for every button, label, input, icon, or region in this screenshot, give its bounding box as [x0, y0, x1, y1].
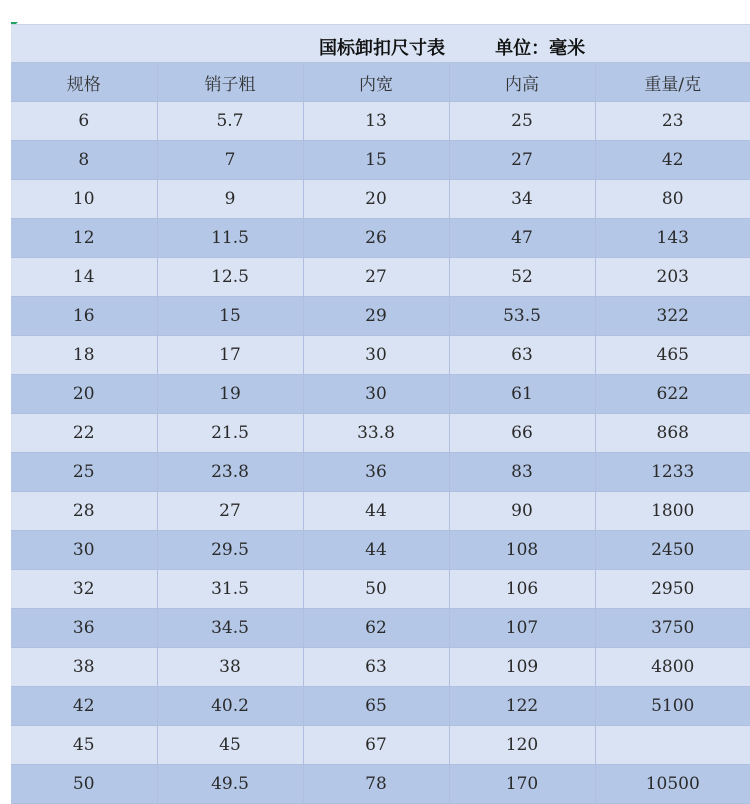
cell-spec[interactable]: 36 — [11, 609, 157, 648]
cell-inner-height[interactable]: 61 — [449, 375, 595, 414]
cell-spec[interactable]: 25 — [11, 453, 157, 492]
table-row — [11, 414, 750, 453]
table-row — [11, 531, 750, 570]
table-row — [11, 687, 750, 726]
table-row — [11, 492, 750, 531]
cell-inner-height[interactable]: 66 — [449, 414, 595, 453]
cell-spec[interactable]: 45 — [11, 726, 157, 765]
cell-weight[interactable]: 2950 — [595, 570, 750, 609]
cell-pin-diameter[interactable]: 40.2 — [157, 687, 303, 726]
cell-spec[interactable]: 14 — [11, 258, 157, 297]
cell-weight[interactable]: 1233 — [595, 453, 750, 492]
cell-inner-height[interactable]: 106 — [449, 570, 595, 609]
cell-pin-diameter[interactable]: 15 — [157, 297, 303, 336]
column-header-weight[interactable]: 重量/克 — [595, 63, 750, 102]
shackle-size-table — [11, 63, 750, 804]
cell-pin-diameter[interactable]: 29.5 — [157, 531, 303, 570]
cell-pin-diameter[interactable]: 17 — [157, 336, 303, 375]
cell-weight[interactable]: 868 — [595, 414, 750, 453]
cell-inner-width[interactable]: 30 — [303, 375, 449, 414]
cell-inner-width[interactable]: 29 — [303, 297, 449, 336]
cell-inner-height[interactable]: 120 — [449, 726, 595, 765]
cell-pin-diameter[interactable]: 19 — [157, 375, 303, 414]
cell-weight[interactable] — [595, 726, 750, 765]
cell-inner-height[interactable]: 27 — [449, 141, 595, 180]
cell-weight[interactable]: 80 — [595, 180, 750, 219]
cell-pin-diameter[interactable]: 9 — [157, 180, 303, 219]
table-row — [11, 765, 750, 804]
header-row — [11, 63, 750, 102]
cell-spec[interactable]: 6 — [11, 102, 157, 141]
cell-spec[interactable]: 28 — [11, 492, 157, 531]
cell-weight[interactable]: 203 — [595, 258, 750, 297]
cell-pin-diameter[interactable]: 34.5 — [157, 609, 303, 648]
cell-spec[interactable]: 10 — [11, 180, 157, 219]
table-row — [11, 336, 750, 375]
table-row — [11, 375, 750, 414]
cell-inner-width[interactable]: 13 — [303, 102, 449, 141]
cell-inner-width[interactable]: 44 — [303, 492, 449, 531]
cell-inner-height[interactable]: 34 — [449, 180, 595, 219]
cell-pin-diameter[interactable]: 12.5 — [157, 258, 303, 297]
cell-spec[interactable]: 20 — [11, 375, 157, 414]
spreadsheet — [11, 24, 750, 804]
cell-spec[interactable]: 22 — [11, 414, 157, 453]
cell-spec[interactable]: 12 — [11, 219, 157, 258]
table-row — [11, 258, 750, 297]
table-row — [11, 648, 750, 687]
table-row — [11, 609, 750, 648]
column-header-pin-diameter[interactable]: 销子粗 — [157, 63, 303, 102]
table-title: 国标卸扣尺寸表 单位：毫米 — [319, 38, 586, 59]
cell-inner-width[interactable]: 44 — [303, 531, 449, 570]
cell-pin-diameter[interactable]: 21.5 — [157, 414, 303, 453]
cell-weight[interactable]: 3750 — [595, 609, 750, 648]
table-row — [11, 219, 750, 258]
table-row — [11, 453, 750, 492]
cell-inner-height[interactable]: 25 — [449, 102, 595, 141]
cell-inner-height[interactable]: 170 — [449, 765, 595, 804]
cell-weight[interactable]: 143 — [595, 219, 750, 258]
cell-spec[interactable]: 38 — [11, 648, 157, 687]
cell-pin-diameter[interactable]: 31.5 — [157, 570, 303, 609]
cell-spec[interactable]: 16 — [11, 297, 157, 336]
cell-inner-width[interactable]: 26 — [303, 219, 449, 258]
column-header-inner-height[interactable]: 内高 — [449, 63, 595, 102]
cell-weight[interactable]: 4800 — [595, 648, 750, 687]
column-header-inner-width[interactable]: 内宽 — [303, 63, 449, 102]
column-header-spec[interactable]: 规格 — [11, 63, 157, 102]
cell-inner-width[interactable]: 50 — [303, 570, 449, 609]
cell-pin-diameter[interactable]: 38 — [157, 648, 303, 687]
cell-pin-diameter[interactable]: 23.8 — [157, 453, 303, 492]
cell-pin-diameter[interactable]: 7 — [157, 141, 303, 180]
cell-weight[interactable]: 1800 — [595, 492, 750, 531]
cell-spec[interactable]: 18 — [11, 336, 157, 375]
cell-pin-diameter[interactable]: 45 — [157, 726, 303, 765]
cell-inner-width[interactable]: 20 — [303, 180, 449, 219]
cell-weight[interactable]: 5100 — [595, 687, 750, 726]
table-row — [11, 297, 750, 336]
cell-weight[interactable]: 465 — [595, 336, 750, 375]
cell-spec[interactable]: 8 — [11, 141, 157, 180]
cell-inner-width[interactable]: 62 — [303, 609, 449, 648]
cell-spec[interactable]: 30 — [11, 531, 157, 570]
cell-weight[interactable]: 622 — [595, 375, 750, 414]
table-row — [11, 180, 750, 219]
cell-inner-height[interactable]: 108 — [449, 531, 595, 570]
cell-pin-diameter[interactable]: 27 — [157, 492, 303, 531]
cell-spec[interactable]: 50 — [11, 765, 157, 804]
cell-spec[interactable]: 32 — [11, 570, 157, 609]
cell-spec[interactable]: 42 — [11, 687, 157, 726]
cell-inner-height[interactable]: 109 — [449, 648, 595, 687]
cell-inner-height[interactable]: 63 — [449, 336, 595, 375]
cell-inner-height[interactable]: 52 — [449, 258, 595, 297]
cell-inner-width[interactable]: 36 — [303, 453, 449, 492]
cell-inner-height[interactable]: 90 — [449, 492, 595, 531]
cell-inner-width[interactable]: 15 — [303, 141, 449, 180]
cell-inner-width[interactable]: 33.8 — [303, 414, 449, 453]
cell-inner-width[interactable]: 67 — [303, 726, 449, 765]
cell-pin-diameter[interactable]: 11.5 — [157, 219, 303, 258]
cell-weight[interactable]: 322 — [595, 297, 750, 336]
cell-pin-diameter[interactable]: 49.5 — [157, 765, 303, 804]
title-row — [11, 24, 750, 63]
cell-inner-width[interactable]: 27 — [303, 258, 449, 297]
cell-weight[interactable]: 42 — [595, 141, 750, 180]
table-row — [11, 141, 750, 180]
cell-inner-width[interactable]: 78 — [303, 765, 449, 804]
cell-inner-height[interactable]: 107 — [449, 609, 595, 648]
cell-inner-height[interactable]: 53.5 — [449, 297, 595, 336]
cell-weight[interactable]: 23 — [595, 102, 750, 141]
cell-pin-diameter[interactable]: 5.7 — [157, 102, 303, 141]
table-row — [11, 102, 750, 141]
cell-inner-width[interactable]: 65 — [303, 687, 449, 726]
cell-inner-height[interactable]: 47 — [449, 219, 595, 258]
cell-inner-height[interactable]: 122 — [449, 687, 595, 726]
cell-inner-width[interactable]: 30 — [303, 336, 449, 375]
cell-weight[interactable]: 2450 — [595, 531, 750, 570]
table-row — [11, 570, 750, 609]
cell-weight[interactable]: 10500 — [595, 765, 750, 804]
cell-inner-width[interactable]: 63 — [303, 648, 449, 687]
cell-inner-height[interactable]: 83 — [449, 453, 595, 492]
table-row — [11, 726, 750, 765]
